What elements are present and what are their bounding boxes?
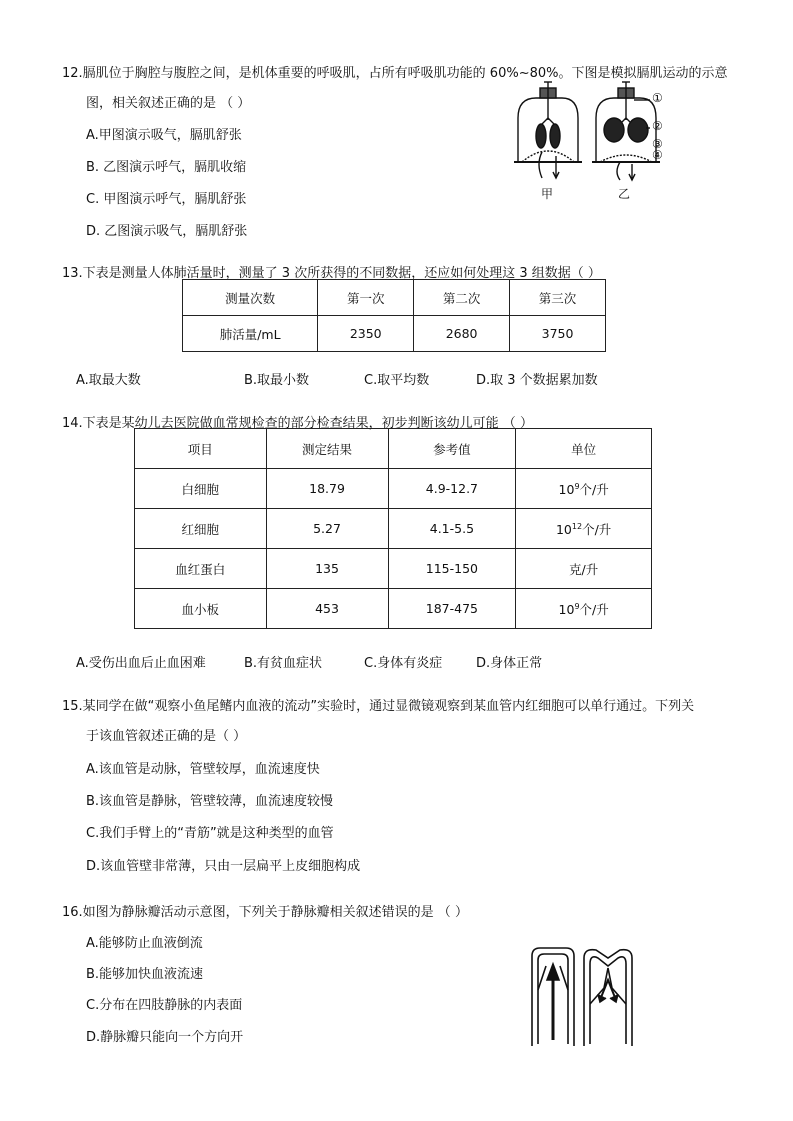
q16-stem: 16.如图为静脉瓣活动示意图，下列关于静脉瓣相关叙述错误的是 （ ） [62, 905, 468, 920]
q14-stem: 14.下表是某幼儿去医院做血常规检查的部分检查结果，初步判断该幼儿可能 （ ） [62, 416, 533, 431]
q13-cell: 3750 [510, 316, 606, 352]
q15-option-d: D.该血管壁非常薄，只由一层扁平上皮细胞构成 [86, 859, 361, 874]
unit-rest: 个/升 [582, 521, 612, 537]
q13-option-d: D.取 3 个数据累加数 [476, 373, 598, 388]
q14-option-b: B.有贫血症状 [244, 656, 323, 671]
q14-cell-item: 血红蛋白 [135, 549, 267, 589]
q14-header-cell: 项目 [135, 429, 267, 469]
q14-cell-ref: 4.9-12.7 [388, 469, 516, 509]
q14-cell-result: 135 [266, 549, 388, 589]
q14-header-cell: 单位 [516, 429, 652, 469]
q14-cell-ref: 4.1-5.5 [388, 509, 516, 549]
q14-table-row [135, 469, 652, 509]
q15-stem-line1: 15.某同学在做“观察小鱼尾鳍内血液的流动”实验时，通过显微镜观察到某血管内红细胞可以单行通过。下列关 [62, 699, 695, 714]
q13-cell: 肺活量/mL [183, 316, 318, 352]
q14-table-row [135, 589, 652, 629]
q13-table-header-row [183, 280, 606, 316]
q12-option-c: C. 甲图演示呼气，膈肌舒张 [86, 192, 247, 207]
q14-header-cell: 测定结果 [266, 429, 388, 469]
q14-cell-ref: 115-150 [388, 549, 516, 589]
q16-option-b: B.能够加快血液流速 [86, 967, 204, 982]
q16-option-c: C.分布在四肢静脉的内表面 [86, 998, 243, 1013]
q15-option-a: A.该血管是动脉，管壁较厚，血流速度快 [86, 762, 320, 777]
unit-base: 10 [558, 481, 575, 497]
figure-label-1: ① [652, 91, 663, 105]
q14-cell-item: 白细胞 [135, 469, 267, 509]
q15-stem-line2: 于该血管叙述正确的是（ ） [86, 729, 247, 744]
unit-rest: 个/升 [579, 601, 609, 617]
q14-cell-item: 红细胞 [135, 509, 267, 549]
q13-header-cell: 第三次 [510, 280, 606, 316]
figure-label-3: ③ [652, 137, 663, 151]
q12-option-b: B. 乙图演示呼气，膈肌收缩 [86, 160, 247, 175]
figure-label-4: ④ [652, 148, 663, 162]
unit-rest: 个/升 [579, 481, 609, 497]
figure-label-2: ② [652, 119, 663, 133]
q12-stem-line1: 12.膈肌位于胸腔与腹腔之间，是机体重要的呼吸肌，占所有呼吸肌功能的 60%~80%。下图是模拟膈肌运动的示意 [62, 66, 728, 81]
q14-header-cell: 参考值 [388, 429, 516, 469]
unit-base: 10 [558, 601, 575, 617]
q13-table [182, 279, 606, 352]
figure-label-jia: 甲 [541, 187, 554, 201]
unit-base: 10 [555, 521, 572, 537]
q13-option-a: A.取最大数 [76, 373, 141, 388]
q13-option-c: C.取平均数 [364, 373, 430, 388]
q13-option-b: B.取最小数 [244, 373, 310, 388]
q14-cell-result: 18.79 [266, 469, 388, 509]
diaphragm-model-figure [508, 80, 668, 204]
q12-stem-line2: 图，相关叙述正确的是 （ ） [86, 96, 251, 111]
q14-option-d: D.身体正常 [476, 656, 543, 671]
q13-header-cell: 第一次 [318, 280, 414, 316]
q14-cell-unit [516, 589, 652, 629]
q13-cell: 2680 [414, 316, 510, 352]
q15-option-c: C.我们手臂上的“青筋”就是这种类型的血管 [86, 826, 334, 841]
q13-table-row [183, 316, 606, 352]
q13-cell: 2350 [318, 316, 414, 352]
q14-option-c: C.身体有炎症 [364, 656, 443, 671]
q14-table [134, 428, 652, 629]
unit-exponent: 9 [574, 481, 580, 491]
q15-option-b: B.该血管是静脉，管壁较薄，血流速度较慢 [86, 794, 334, 809]
q14-table-header-row [135, 429, 652, 469]
q16-option-d: D.静脉瓣只能向一个方向开 [86, 1030, 244, 1045]
q14-cell-unit [516, 469, 652, 509]
q12-option-a: A.甲图演示吸气，膈肌舒张 [86, 128, 242, 143]
q14-cell-result: 453 [266, 589, 388, 629]
q14-option-a: A.受伤出血后止血困难 [76, 656, 206, 671]
unit-exponent: 9 [574, 601, 580, 611]
unit-rest: 克/升 [569, 561, 599, 577]
q16-option-a: A.能够防止血液倒流 [86, 936, 203, 951]
q13-stem: 13.下表是测量人体肺活量时，测量了 3 次所获得的不同数据，还应如何处理这 3 组数据（ ） [62, 266, 601, 281]
q14-cell-item: 血小板 [135, 589, 267, 629]
q14-cell-unit [516, 509, 652, 549]
q14-cell-result: 5.27 [266, 509, 388, 549]
figure-label-yi: 乙 [618, 187, 631, 201]
q14-table-row [135, 549, 652, 589]
q14-table-row [135, 509, 652, 549]
venous-valve-figure [528, 944, 634, 1050]
q13-header-cell: 测量次数 [183, 280, 318, 316]
q14-cell-ref: 187-475 [388, 589, 516, 629]
q14-cell-unit [516, 549, 652, 589]
q12-option-d: D. 乙图演示吸气，膈肌舒张 [86, 224, 248, 239]
unit-exponent: 12 [571, 521, 583, 531]
q13-header-cell: 第二次 [414, 280, 510, 316]
